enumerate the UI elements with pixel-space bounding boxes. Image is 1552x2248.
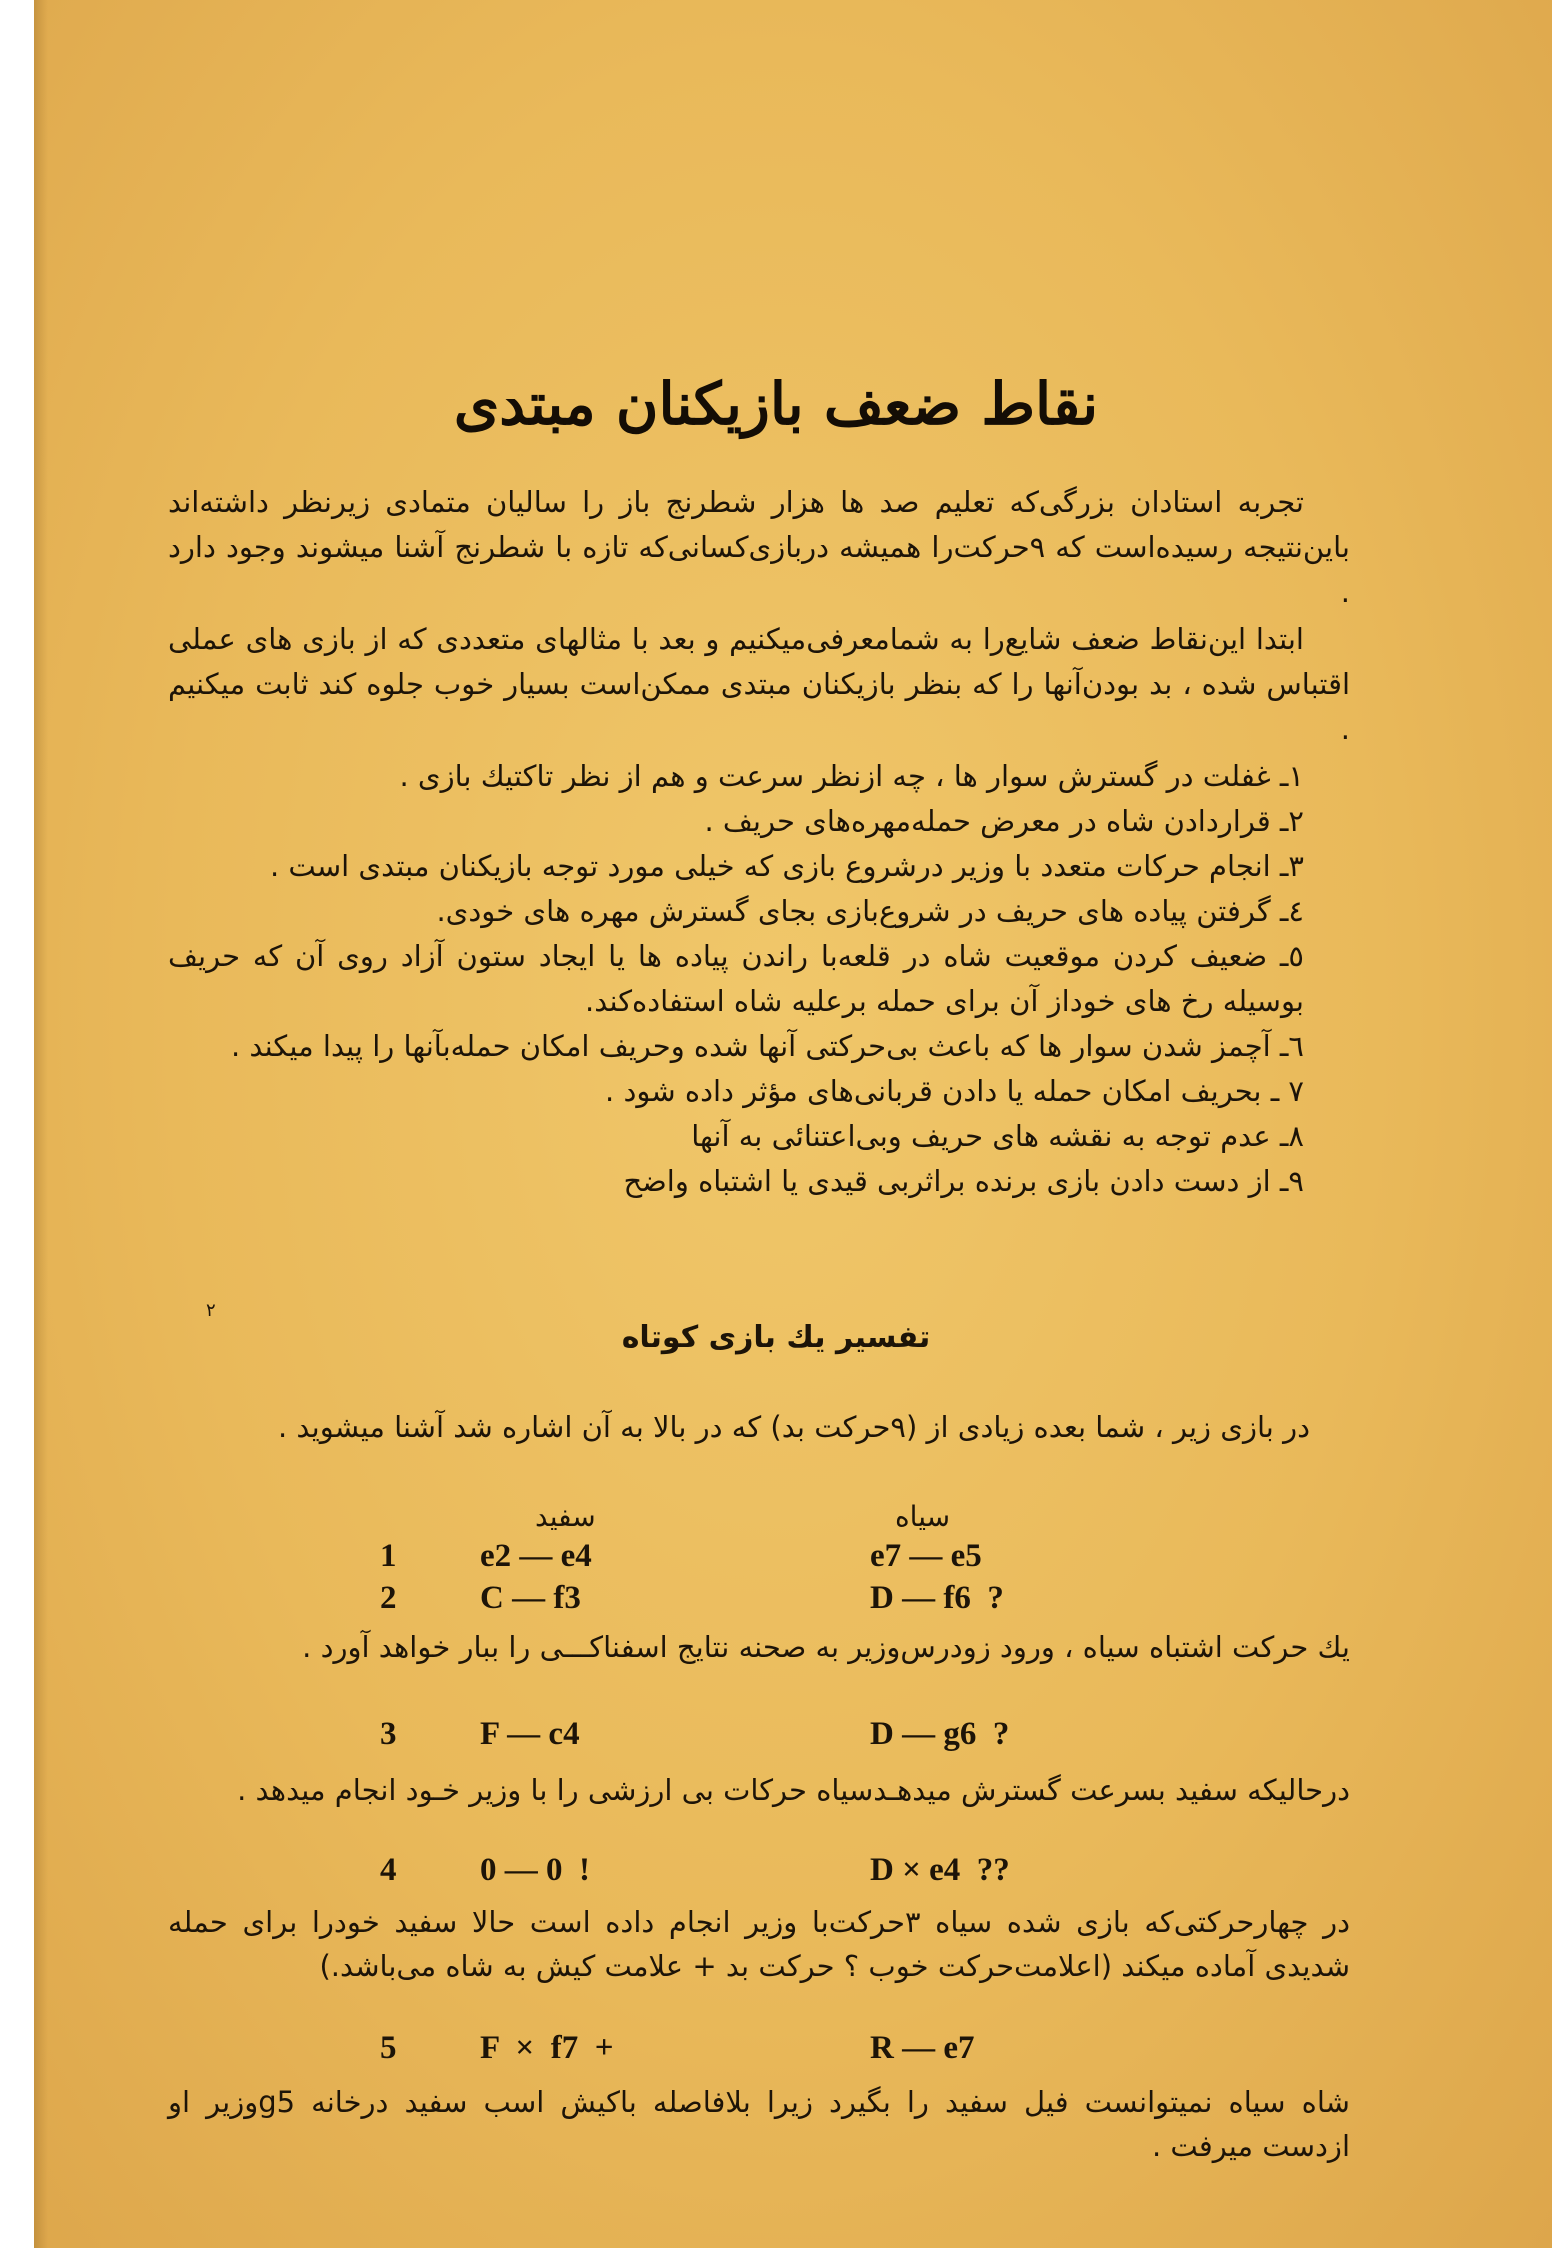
move-comment-2: درحالیکه سفید بسرعت گسترش میدهـدسیاه حرکات بی ارزشی را با وزیر خـود انجام میدهد . bbox=[237, 1773, 1350, 1807]
stray-page-mark: ٢ bbox=[206, 1300, 216, 1321]
scan-margin bbox=[0, 0, 34, 2248]
move-row bbox=[380, 1580, 1120, 1624]
white-move: F — c4 bbox=[480, 1716, 580, 1752]
weakness-item-8: ۸ـ عدم توجه به نقشه های حریف وبی‌اعتنائی به آنها bbox=[691, 1119, 1304, 1153]
intro-paragraph-1: تجربه استادان بزرگی‌که تعلیم صد ها هزار شطرنج باز را سالیان متمادی زیرنظر داشته‌اند باین‌نتیجه رسیده‌است که ۹حرکت‌را همیشه دربازی‌کسانی‌که تازه با شطرنج آشنا میشوند وجود دارد . bbox=[168, 485, 1350, 609]
move-number: 5 bbox=[380, 2030, 397, 2066]
white-move: C — f3 bbox=[480, 1580, 581, 1616]
intro-paragraph-2: ابتدا این‌نقاط ضعف شایع‌را به شمامعرفی‌میکنیم و بعد با مثالهای متعددی که از بازی های عملی اقتباس شده ، بد بودن‌آنها را که بنظر بازیکنان مبتدی ممکن‌است بسیار خوب جلوه کند ثابت میکنیم . bbox=[168, 622, 1350, 746]
section-subheading: تفسیر یك بازی کوتاه bbox=[621, 1320, 931, 1355]
weakness-item-2: ۲ـ قراردادن شاه در معرض حمله‌مهره‌های حریف . bbox=[704, 804, 1304, 838]
weakness-list bbox=[168, 754, 1350, 1204]
weakness-item-1: ۱ـ غفلت در گسترش سوار ها ، چه ازنظر سرعت و هم از نظر تاکتیك بازی . bbox=[399, 759, 1304, 793]
move-row bbox=[380, 1852, 1120, 1896]
page-edge-shadow bbox=[34, 0, 48, 2248]
black-move: D — f6 ? bbox=[870, 1580, 1004, 1616]
move-row bbox=[380, 1716, 1120, 1760]
black-move: e7 — e5 bbox=[870, 1538, 982, 1574]
article-body bbox=[168, 480, 1350, 1204]
move-number: 3 bbox=[380, 1716, 397, 1752]
weakness-item-7: ۷ ـ بحریف امکان حمله یا دادن قربانی‌های مؤثر داده شود . bbox=[605, 1074, 1304, 1108]
game-intro: در بازی زیر ، شما بعده زیادی از (۹حرکت بد) که در بالا به آن اشاره شد آشنا میشوید . bbox=[278, 1410, 1310, 1444]
black-move: R — e7 bbox=[870, 2030, 975, 2066]
white-move: F × f7 + bbox=[480, 2030, 614, 2066]
black-move: D — g6 ? bbox=[870, 1716, 1010, 1752]
move-number: 1 bbox=[380, 1538, 397, 1574]
column-label-white: سفید bbox=[535, 1500, 596, 1533]
move-comment-4: شاه سیاه نمیتوانست فیل سفید را بگیرد زیرا بلافاصله باکیش اسب سفید درخانه g5وزیر او ازدست میرفت . bbox=[168, 2085, 1350, 2163]
move-comment-1: یك حرکت اشتباه سیاه ، ورود زودرس‌وزیر به صحنه نتایج اسفناکـــی را ببار خواهد آورد . bbox=[302, 1630, 1350, 1664]
move-row bbox=[380, 2030, 1120, 2074]
move-comment-3: در چهارحرکتی‌که بازی شده سیاه ۳حرکت‌با وزیر انجام داده است حالا سفید خودرا برای حمله شدیدی آماده میکند (اعلامت‌حرکت خوب ؟ حرکت بد + علامت کیش به شاه می‌باشد.) bbox=[168, 1905, 1350, 1983]
weakness-item-9: ۹ـ از دست دادن بازی برنده براثربی قیدی یا اشتباه واضح bbox=[623, 1164, 1304, 1198]
move-number: 2 bbox=[380, 1580, 397, 1616]
move-row bbox=[380, 1538, 1120, 1582]
column-label-black: سیاه bbox=[895, 1500, 951, 1533]
article-title: نقاط ضعف بازیکنان مبتدی bbox=[453, 370, 1099, 438]
black-move: D × e4 ?? bbox=[870, 1852, 1010, 1888]
weakness-item-4: ٤ـ گرفتن پیاده های حریف در شروع‌بازی بجای گسترش مهره های خودی. bbox=[436, 894, 1304, 928]
weakness-item-5: ٥ـ ضعیف کردن موقعیت شاه در قلعه‌با راندن پیاده ها یا ایجاد ستون آزاد روی آن که حریف بوسیله رخ های خوداز آن برای حمله برعلیه شاه استفاده‌کند. bbox=[168, 939, 1304, 1018]
weakness-item-3: ۳ـ انجام حرکات متعدد با وزیر درشروع بازی که خیلی مورد توجه بازیکنان مبتدی است . bbox=[269, 849, 1304, 883]
weakness-item-6: ٦ـ آچمز شدن سوار ها که باعث بی‌حرکتی آنها شده وحریف امکان حمله‌بآنها را پیدا میکند . bbox=[230, 1029, 1304, 1063]
white-move: e2 — e4 bbox=[480, 1538, 592, 1574]
move-number: 4 bbox=[380, 1852, 397, 1888]
white-move: 0 — 0 ! bbox=[480, 1852, 590, 1888]
